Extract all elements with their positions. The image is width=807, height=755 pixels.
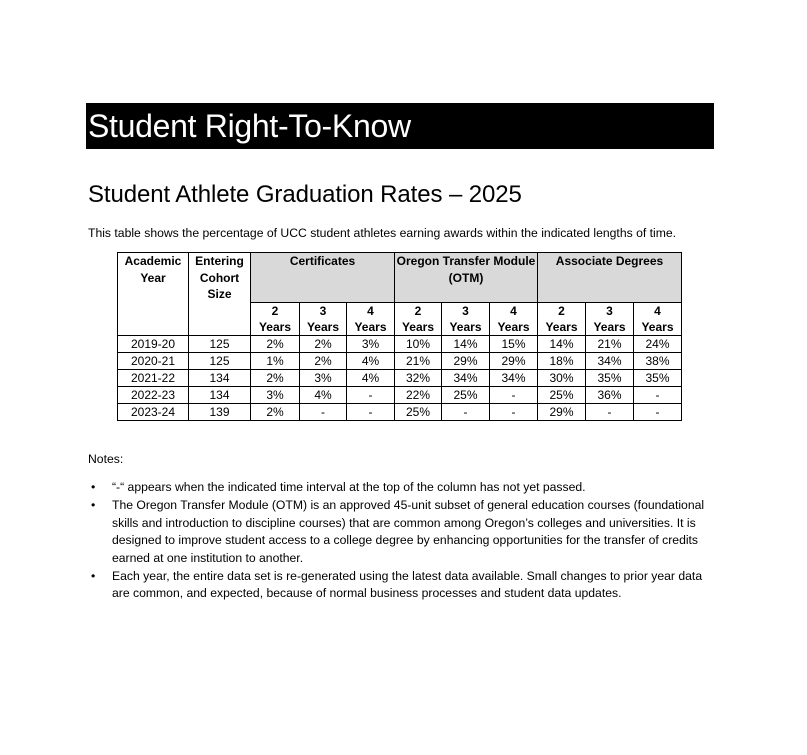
list-item [88, 479, 718, 496]
cell-otm-2yr: 21% [395, 353, 442, 370]
cell-academic-year: 2023-24 [118, 404, 189, 421]
cell-assoc-3yr: 21% [586, 336, 634, 353]
cell-otm-3yr: 34% [442, 370, 490, 387]
cell-otm-4yr: 34% [490, 370, 538, 387]
bullet-icon: • [91, 498, 96, 513]
cell-cohort-size: 125 [189, 353, 251, 370]
year-header: 3 Years [442, 303, 490, 336]
cell-cert-2yr: 2% [251, 404, 300, 421]
cell-otm-2yr: 25% [395, 404, 442, 421]
cell-assoc-4yr: - [634, 404, 682, 421]
cell-cert-2yr: 2% [251, 370, 300, 387]
cell-otm-4yr: 29% [490, 353, 538, 370]
bullet-icon: • [91, 480, 96, 494]
list-item [88, 497, 718, 567]
cell-academic-year: 2019-20 [118, 336, 189, 353]
group-header-certificates: Certificates [251, 253, 395, 303]
cell-assoc-4yr: 38% [634, 353, 682, 370]
cell-otm-3yr: 25% [442, 387, 490, 404]
cell-otm-4yr: - [490, 387, 538, 404]
table-row [118, 336, 682, 353]
cell-cert-4yr: - [347, 404, 395, 421]
cell-otm-3yr: 29% [442, 353, 490, 370]
group-header-associate: Associate Degrees [538, 253, 682, 303]
cell-assoc-2yr: 25% [538, 387, 586, 404]
cell-otm-2yr: 10% [395, 336, 442, 353]
year-header: 4 Years [490, 303, 538, 336]
cell-cert-3yr: 2% [300, 336, 347, 353]
cell-cert-2yr: 3% [251, 387, 300, 404]
cell-otm-3yr: - [442, 404, 490, 421]
cell-otm-3yr: 14% [442, 336, 490, 353]
cell-academic-year: 2021-22 [118, 370, 189, 387]
cell-cert-4yr: - [347, 387, 395, 404]
cell-assoc-3yr: 35% [586, 370, 634, 387]
cell-cohort-size: 125 [189, 336, 251, 353]
cell-otm-2yr: 22% [395, 387, 442, 404]
notes-list [88, 479, 718, 604]
cell-academic-year: 2020-21 [118, 353, 189, 370]
cell-cert-4yr: 3% [347, 336, 395, 353]
cell-cert-2yr: 2% [251, 336, 300, 353]
cell-cohort-size: 139 [189, 404, 251, 421]
cell-cert-3yr: 4% [300, 387, 347, 404]
cell-otm-4yr: - [490, 404, 538, 421]
graduation-rates-table [117, 252, 682, 421]
cell-assoc-3yr: - [586, 404, 634, 421]
cell-cohort-size: 134 [189, 387, 251, 404]
bullet-icon: • [91, 569, 96, 584]
cell-academic-year: 2022-23 [118, 387, 189, 404]
cell-cert-3yr: 3% [300, 370, 347, 387]
intro-paragraph: This table shows the percentage of UCC student athletes earning awards within the indicated lengths of time. [88, 226, 677, 240]
note-text: Each year, the entire data set is re-generated using the latest data available. Small changes to prior year data are common, and expected, because of normal business processes and student data updates. [112, 569, 703, 601]
note-text: The Oregon Transfer Module (OTM) is an approved 45-unit subset of general education courses (foundational skills and introduction to discipline courses) that are common among Oregon’s colleges and universities. It is designed to improve student access to a college degree by enhancing opportunities for the transfer of credits earned at one institution to another. [112, 498, 705, 565]
year-header: 3 Years [586, 303, 634, 336]
year-header: 2 Years [538, 303, 586, 336]
year-header: 2 Years [395, 303, 442, 336]
col-header-cohort-size: Entering Cohort Size [189, 253, 251, 336]
cell-otm-4yr: 15% [490, 336, 538, 353]
cell-cert-2yr: 1% [251, 353, 300, 370]
table-row [118, 387, 682, 404]
section-heading: Student Athlete Graduation Rates – 2025 [88, 181, 522, 208]
group-header-otm: Oregon Transfer Module (OTM) [395, 253, 538, 303]
cell-cert-4yr: 4% [347, 353, 395, 370]
cell-cohort-size: 134 [189, 370, 251, 387]
cell-assoc-3yr: 36% [586, 387, 634, 404]
cell-cert-4yr: 4% [347, 370, 395, 387]
cell-assoc-2yr: 14% [538, 336, 586, 353]
table-row [118, 404, 682, 421]
cell-assoc-2yr: 18% [538, 353, 586, 370]
table-row [118, 353, 682, 370]
table-header-row [118, 253, 682, 303]
table-row [118, 370, 682, 387]
title-banner [86, 103, 714, 149]
year-header: 3 Years [300, 303, 347, 336]
cell-assoc-2yr: 29% [538, 404, 586, 421]
cell-assoc-2yr: 30% [538, 370, 586, 387]
year-header: 4 Years [634, 303, 682, 336]
list-item [88, 568, 718, 603]
year-header: 2 Years [251, 303, 300, 336]
year-header: 4 Years [347, 303, 395, 336]
cell-assoc-4yr: 35% [634, 370, 682, 387]
cell-assoc-3yr: 34% [586, 353, 634, 370]
cell-otm-2yr: 32% [395, 370, 442, 387]
cell-assoc-4yr: 24% [634, 336, 682, 353]
note-text: “-“ appears when the indicated time interval at the top of the column has not yet passed. [112, 480, 586, 494]
page-title: Student Right-To-Know [88, 108, 411, 144]
cell-cert-3yr: - [300, 404, 347, 421]
cell-assoc-4yr: - [634, 387, 682, 404]
cell-cert-3yr: 2% [300, 353, 347, 370]
col-header-academic-year: Academic Year [118, 253, 189, 336]
notes-label: Notes: [88, 452, 124, 466]
